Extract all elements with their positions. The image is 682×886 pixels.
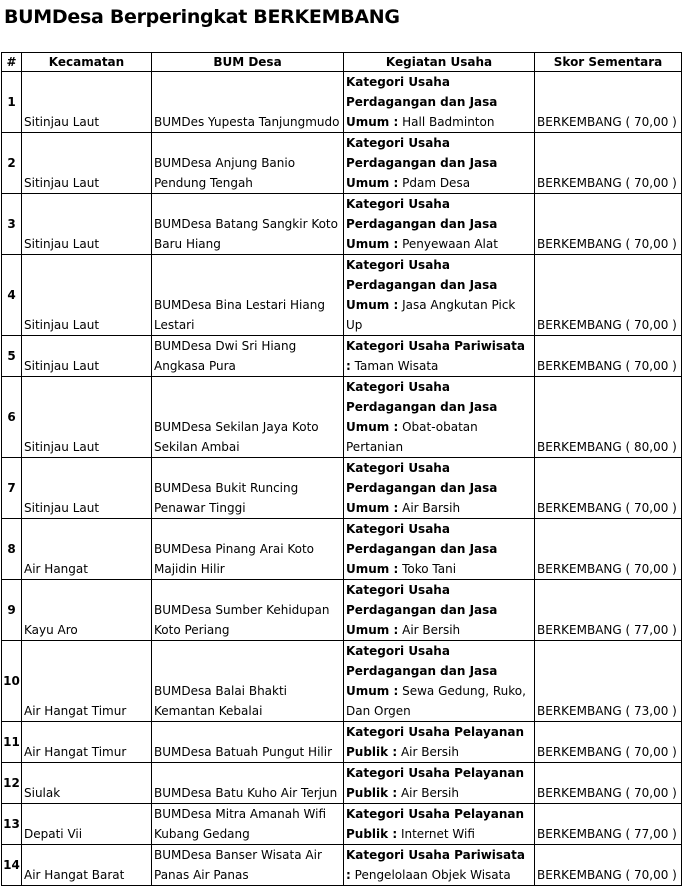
kegiatan-usaha-cell (344, 763, 535, 804)
col-header-kegiatan-usaha: Kegiatan Usaha (344, 53, 535, 72)
usaha-category: Kategori Usaha Perdagangan dan Jasa Umum : (346, 75, 498, 129)
kecamatan-cell: Sitinjau Laut (22, 377, 152, 458)
skor-cell: BERKEMBANG ( 73,00 ) (535, 641, 682, 722)
table-row (2, 336, 682, 377)
row-number: 2 (2, 133, 22, 194)
usaha-detail: Air Bersih (400, 745, 459, 759)
kegiatan-usaha-cell (344, 722, 535, 763)
row-number: 4 (2, 255, 22, 336)
kecamatan-cell: Sitinjau Laut (22, 72, 152, 133)
usaha-detail: Hall Badminton (402, 115, 495, 129)
kecamatan-cell: Air Hangat Timur (22, 641, 152, 722)
bum-desa-cell: BUMDesa Bukit Runcing Penawar Tinggi (152, 458, 344, 519)
kegiatan-usaha-cell (344, 336, 535, 377)
usaha-category: Kategori Usaha Perdagangan dan Jasa Umum : (346, 644, 498, 698)
row-number: 14 (2, 845, 22, 886)
table-row (2, 580, 682, 641)
kecamatan-cell: Kayu Aro (22, 580, 152, 641)
bum-desa-cell: BUMDesa Pinang Arai Koto Majidin Hilir (152, 519, 344, 580)
skor-cell: BERKEMBANG ( 70,00 ) (535, 72, 682, 133)
usaha-detail: Internet Wifi (400, 827, 475, 841)
kegiatan-usaha-cell (344, 804, 535, 845)
bum-desa-cell: BUMDesa Anjung Banio Pendung Tengah (152, 133, 344, 194)
usaha-category: Kategori Usaha Perdagangan dan Jasa Umum : (346, 583, 498, 637)
kegiatan-usaha-cell (344, 194, 535, 255)
usaha-category: Kategori Usaha Pariwisata : (346, 848, 525, 882)
skor-cell: BERKEMBANG ( 70,00 ) (535, 763, 682, 804)
skor-cell: BERKEMBANG ( 70,00 ) (535, 194, 682, 255)
table-header-row (2, 53, 682, 72)
kecamatan-cell: Sitinjau Laut (22, 336, 152, 377)
usaha-detail: Jasa Angkutan Pick Up (346, 298, 516, 332)
usaha-category: Kategori Usaha Perdagangan dan Jasa Umum : (346, 197, 498, 251)
usaha-category: Kategori Usaha Perdagangan dan Jasa Umum : (346, 522, 498, 576)
skor-cell: BERKEMBANG ( 70,00 ) (535, 133, 682, 194)
table-row (2, 458, 682, 519)
usaha-category: Kategori Usaha Pelayanan Publik : (346, 807, 524, 841)
bum-desa-cell: BUMDesa Batuah Pungut Hilir (152, 722, 344, 763)
usaha-category: Kategori Usaha Pelayanan Publik : (346, 725, 524, 759)
usaha-category: Kategori Usaha Perdagangan dan Jasa Umum : (346, 136, 498, 190)
table-row (2, 763, 682, 804)
usaha-category: Kategori Usaha Pariwisata : (346, 339, 525, 373)
usaha-category: Kategori Usaha Perdagangan dan Jasa Umum : (346, 380, 498, 434)
kecamatan-cell: Sitinjau Laut (22, 458, 152, 519)
skor-cell: BERKEMBANG ( 70,00 ) (535, 519, 682, 580)
table-row (2, 641, 682, 722)
usaha-detail: Pengelolaan Objek Wisata (354, 868, 511, 882)
bum-desa-cell: BUMDesa Bina Lestari Hiang Lestari (152, 255, 344, 336)
table-row (2, 804, 682, 845)
bum-desa-cell: BUMDesa Dwi Sri Hiang Angkasa Pura (152, 336, 344, 377)
table-row (2, 255, 682, 336)
usaha-category: Kategori Usaha Perdagangan dan Jasa Umum : (346, 461, 498, 515)
table-row (2, 194, 682, 255)
bum-desa-cell: BUMDesa Sumber Kehidupan Koto Periang (152, 580, 344, 641)
kegiatan-usaha-cell (344, 458, 535, 519)
usaha-detail: Taman Wisata (354, 359, 439, 373)
usaha-detail: Penyewaan Alat (402, 237, 498, 251)
kegiatan-usaha-cell (344, 845, 535, 886)
bum-desa-cell: BUMDesa Batu Kuho Air Terjun (152, 763, 344, 804)
kecamatan-cell: Sitinjau Laut (22, 194, 152, 255)
row-number: 9 (2, 580, 22, 641)
col-header-skor-sementara: Skor Sementara (535, 53, 682, 72)
kecamatan-cell: Air Hangat (22, 519, 152, 580)
usaha-detail: Obat-obatan Pertanian (346, 420, 478, 454)
kegiatan-usaha-cell (344, 72, 535, 133)
row-number: 5 (2, 336, 22, 377)
usaha-detail: Air Barsih (402, 501, 461, 515)
usaha-category: Kategori Usaha Perdagangan dan Jasa Umum : (346, 258, 498, 312)
row-number: 8 (2, 519, 22, 580)
row-number: 10 (2, 641, 22, 722)
col-header-bum-desa: BUM Desa (152, 53, 344, 72)
bum-desa-cell: BUMDesa Sekilan Jaya Koto Sekilan Ambai (152, 377, 344, 458)
kecamatan-cell: Siulak (22, 763, 152, 804)
skor-cell: BERKEMBANG ( 70,00 ) (535, 336, 682, 377)
kegiatan-usaha-cell (344, 255, 535, 336)
skor-cell: BERKEMBANG ( 77,00 ) (535, 580, 682, 641)
skor-cell: BERKEMBANG ( 77,00 ) (535, 804, 682, 845)
skor-cell: BERKEMBANG ( 80,00 ) (535, 377, 682, 458)
table-row (2, 722, 682, 763)
col-header-kecamatan: Kecamatan (22, 53, 152, 72)
row-number: 1 (2, 72, 22, 133)
row-number: 11 (2, 722, 22, 763)
kegiatan-usaha-cell (344, 580, 535, 641)
usaha-detail: Toko Tani (402, 562, 457, 576)
usaha-detail: Air Bersih (400, 786, 459, 800)
usaha-detail: Pdam Desa (402, 176, 471, 190)
bum-desa-cell: BUMDesa Balai Bhakti Kemantan Kebalai (152, 641, 344, 722)
bum-desa-cell: BUMDesa Banser Wisata Air Panas Air Panas (152, 845, 344, 886)
row-number: 3 (2, 194, 22, 255)
col-header-number: # (2, 53, 22, 72)
kecamatan-cell: Depati Vii (22, 804, 152, 845)
kegiatan-usaha-cell (344, 133, 535, 194)
bum-desa-cell: BUMDes Yupesta Tanjungmudo (152, 72, 344, 133)
skor-cell: BERKEMBANG ( 70,00 ) (535, 458, 682, 519)
skor-cell: BERKEMBANG ( 70,00 ) (535, 845, 682, 886)
usaha-detail: Sewa Gedung, Ruko, Dan Orgen (346, 684, 526, 718)
kecamatan-cell: Sitinjau Laut (22, 133, 152, 194)
table-row (2, 377, 682, 458)
row-number: 13 (2, 804, 22, 845)
skor-cell: BERKEMBANG ( 70,00 ) (535, 255, 682, 336)
row-number: 12 (2, 763, 22, 804)
table-row (2, 519, 682, 580)
usaha-detail: Air Bersih (402, 623, 461, 637)
kecamatan-cell: Sitinjau Laut (22, 255, 152, 336)
bum-desa-cell: BUMDesa Batang Sangkir Koto Baru Hiang (152, 194, 344, 255)
row-number: 6 (2, 377, 22, 458)
usaha-category: Kategori Usaha Pelayanan Publik : (346, 766, 524, 800)
kegiatan-usaha-cell (344, 377, 535, 458)
kegiatan-usaha-cell (344, 641, 535, 722)
skor-cell: BERKEMBANG ( 70,00 ) (535, 722, 682, 763)
table-row (2, 72, 682, 133)
page-title: BUMDesa Berperingkat BERKEMBANG (4, 6, 400, 28)
bumdesa-table (1, 52, 682, 886)
table-row (2, 133, 682, 194)
bum-desa-cell: BUMDesa Mitra Amanah Wifi Kubang Gedang (152, 804, 344, 845)
table-row (2, 845, 682, 886)
row-number: 7 (2, 458, 22, 519)
kecamatan-cell: Air Hangat Barat (22, 845, 152, 886)
kecamatan-cell: Air Hangat Timur (22, 722, 152, 763)
kegiatan-usaha-cell (344, 519, 535, 580)
